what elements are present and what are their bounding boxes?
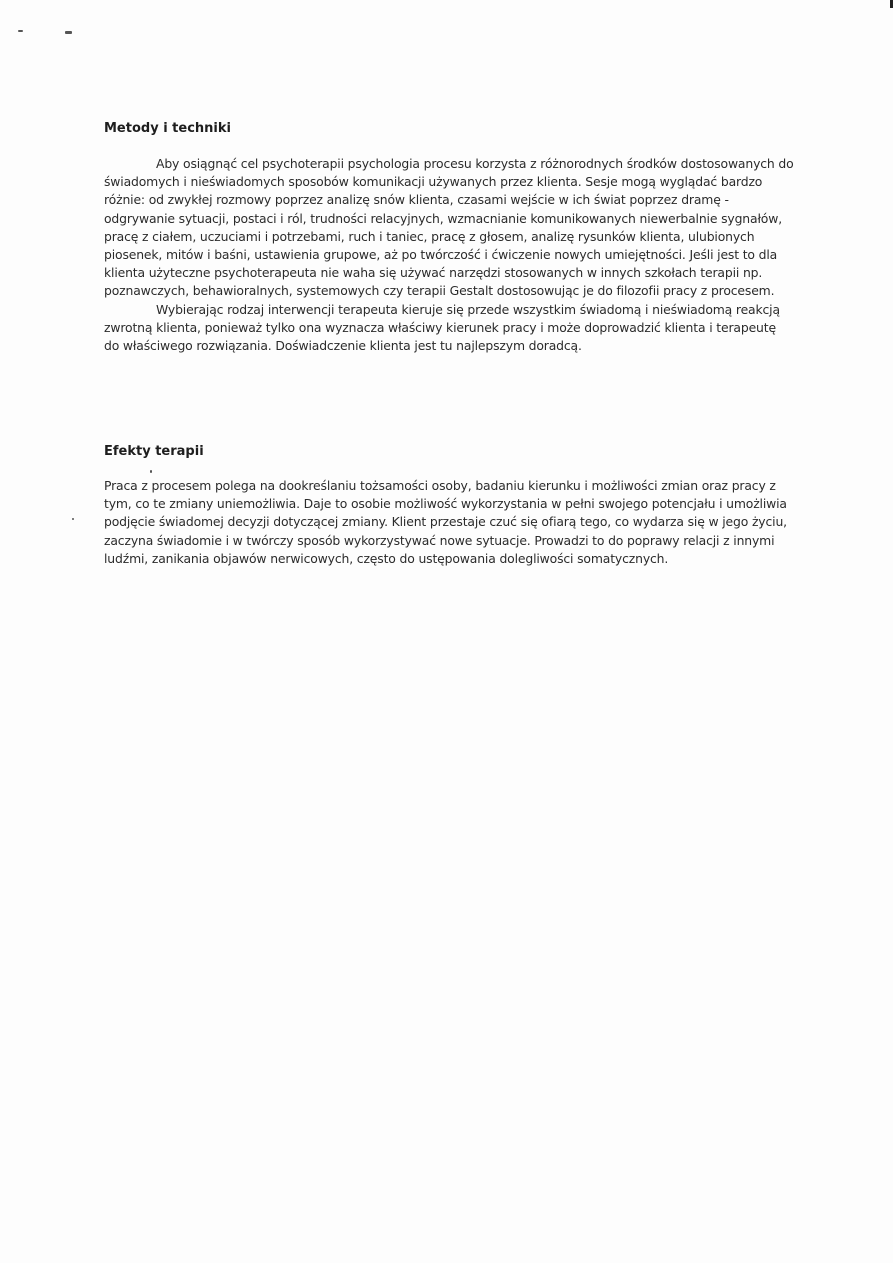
methods-paragraph-1: Aby osiągnąć cel psychoterapii psychologia procesu korzysta z różnorodnych środków dostosowanych do świadomych i nieświadomych sposobów komunikacji używanych przez klienta. Sesje mogą wyglądać bardzo różnie: od zwykłej rozmowy poprzez analizę snów klienta, czasami wejście w ich świat poprzez dramę - odgrywanie sytuacji, postaci i ról, trudności relacyjnych, wzmacnianie komunikowanych niewerbalnie sygnałów, pracę z ciałem, uczuciami i potrzebami, ruch i taniec, pracę z głosem, analizę rysunków klienta, ulubionych piosenek, mitów i baśni, ustawienia grupowe, aż po twórczość i ćwiczenie nowych umiejętności. Jeśli jest to dla klienta użyteczne psychoterapeuta nie waha się używać narzędzi stosowanych w innych szkołach terapii np. poznawczych, behawioralnych, systemowych czy terapii Gestalt dostosowując je do filozofii pracy z procesem.: [104, 156, 794, 299]
scan-speck: [65, 31, 72, 34]
effects-paragraph-1: Praca z procesem polega na dookreślaniu tożsamości osoby, badaniu kierunku i możliwości zmian oraz pracy z tym, co te zmiany uniemożliwia. Daje to osobie możliwość wykorzystania w pełni swojego potencjału i umożliwia podjęcie świadomej decyzji dotyczącej zmiany. Klient przestaje czuć się ofiarą tego, co wydarza się w jego życiu, zaczyna świadomie i w twórczy sposób wykorzystywać nowe sytuacje. Prowadzi to do poprawy relacji z innymi ludźmi, zanikania objawów nerwicowych, często do ustępowania dolegliwości somatycznych.: [104, 478, 787, 566]
section-effects: [104, 443, 794, 568]
section-methods: [104, 120, 794, 355]
scan-speck: [18, 30, 23, 32]
methods-paragraph-2: Wybierając rodzaj interwencji terapeuta kieruje się przede wszystkim świadomą i nieświadomą reakcją zwrotną klienta, ponieważ tylko ona wyznacza właściwy kierunek pracy i może doprowadzić klienta i terapeutę do właściwego rozwiązania. Doświadczenie klienta jest tu najlepszym doradcą.: [104, 301, 780, 354]
effects-heading: Efekty terapii: [104, 444, 204, 459]
methods-heading: Metody i techniki: [104, 121, 231, 136]
scan-speck: [72, 518, 74, 520]
